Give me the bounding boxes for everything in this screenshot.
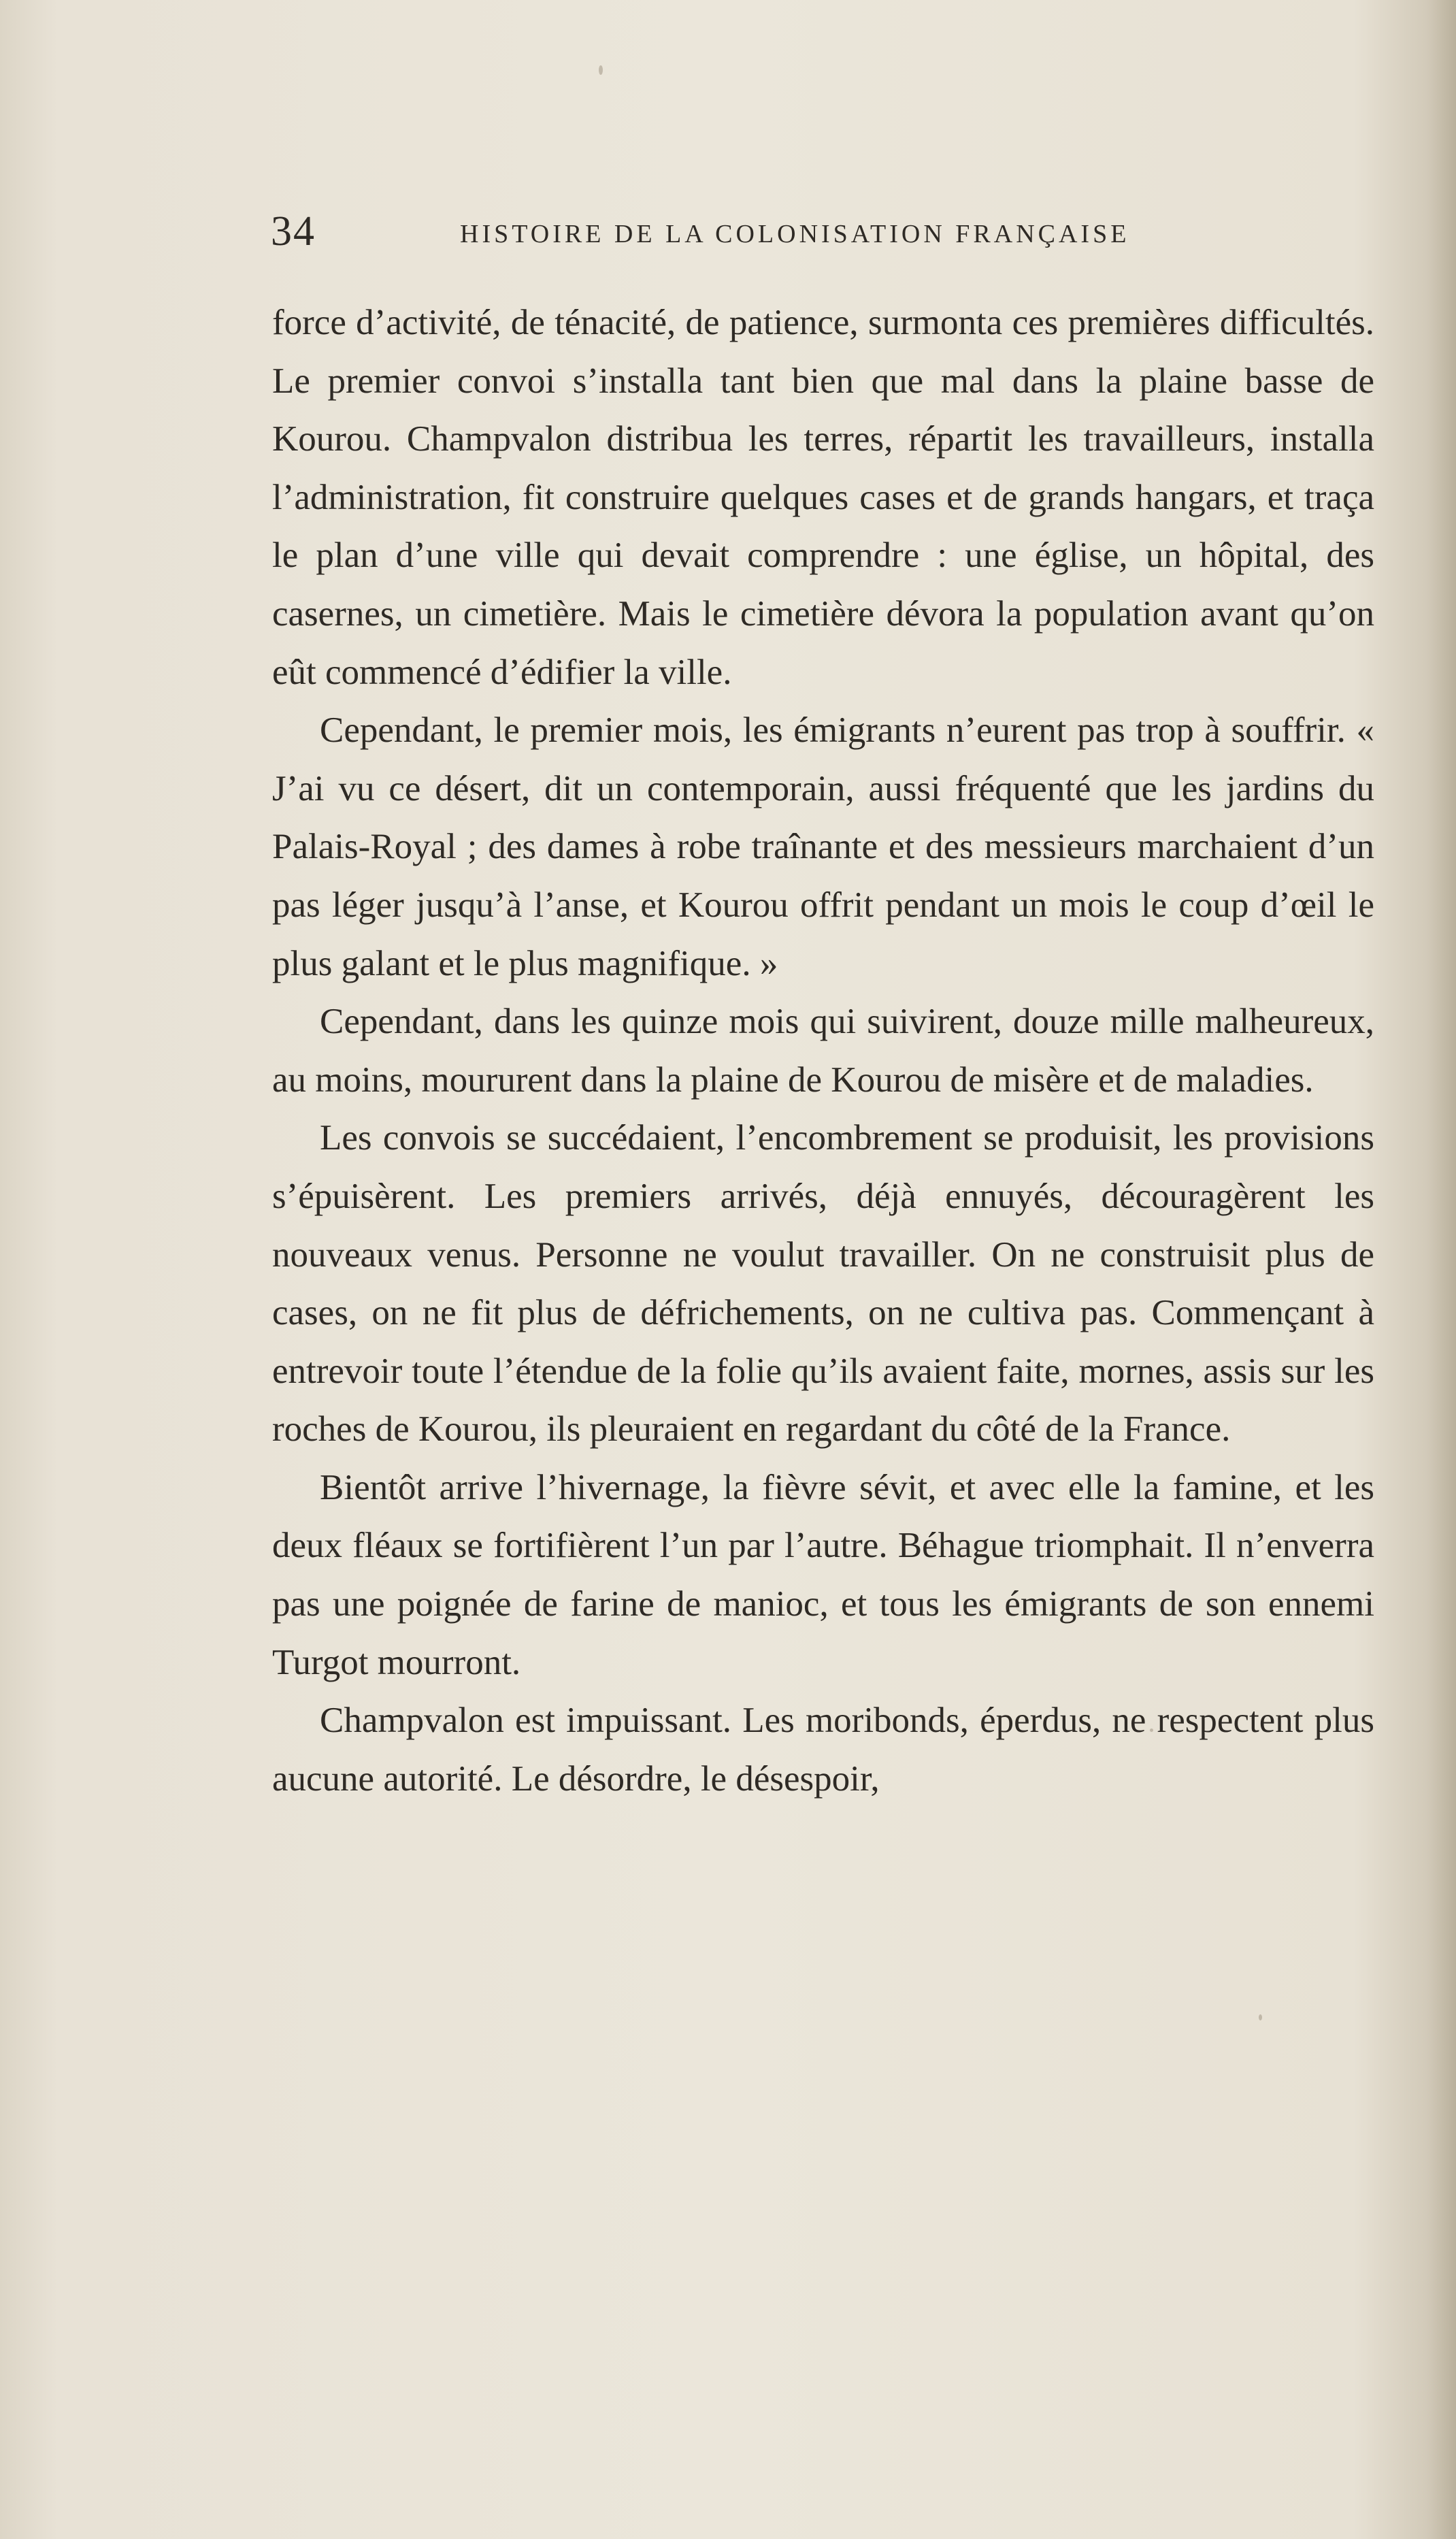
page-number: 34 <box>271 208 316 255</box>
running-title: HISTOIRE DE LA COLONISATION FRANÇAISE <box>460 220 1130 248</box>
paragraph: Les convois se succédaient, l’encombrement se produisit, les provisions s’épuisèrent. Les premiers arrivés, déjà ennuyés, découragèrent les nouveaux venus. Personne ne voulut travailler. On ne construisit plus de cases, on ne fit plus de défrichements, on ne cultiva pas. Commençant à entrevoir toute l’étendue de la folie qu’ils avaient faite, mornes, assis sur les roches de Kourou, ils pleuraient en regardant du côté de la France. <box>272 1118 1374 1449</box>
paper-speck <box>599 65 603 75</box>
paragraph: Cependant, dans les quinze mois qui suivirent, douze mille malheureux, au moins, moururent dans la plaine de Kourou de misère et de maladies. <box>272 1002 1374 1100</box>
paragraph: Champvalon est impuissant. Les moribonds, éperdus, ne respectent plus aucune autorité. Le désordre, le désespoir, <box>272 1701 1374 1799</box>
paragraph: Bientôt arrive l’hivernage, la fièvre sévit, et avec elle la famine, et les deux fléaux se fortifièrent l’un par l’autre. Béhague triomphait. Il n’enverra pas une poignée de farine de manioc, et tous les émigrants de son ennemi Turgot mourront. <box>272 1467 1374 1682</box>
paragraph: force d’activité, de ténacité, de patience, surmonta ces premières difficultés. Le premier convoi s’installa tant bien que mal dans la plaine basse de Kourou. Champvalon distribua les terres, répartit les travailleurs, installa l’administration, fit construire quelques cases et de grands hangars, et traça le plan d’une ville qui devait comprendre : une église, un hôpital, des casernes, un cimetière. Mais le cimetière dévora la population avant qu’on eût commencé d’édifier la ville. <box>272 303 1374 692</box>
paragraph: Cependant, le premier mois, les émigrants n’eurent pas trop à souffrir. « J’ai vu ce désert, dit un contemporain, aussi fréquenté que les jardins du Palais-Royal ; des dames à robe traînante et des messieurs marchaient d’un pas léger jusqu’à l’anse, et Kourou offrit pendant un mois le coup d’œil le plus galant et le plus magnifique. » <box>272 710 1374 983</box>
body-text <box>272 294 1374 1808</box>
paper-speck <box>1259 2014 1262 2020</box>
page-header <box>271 204 1373 259</box>
